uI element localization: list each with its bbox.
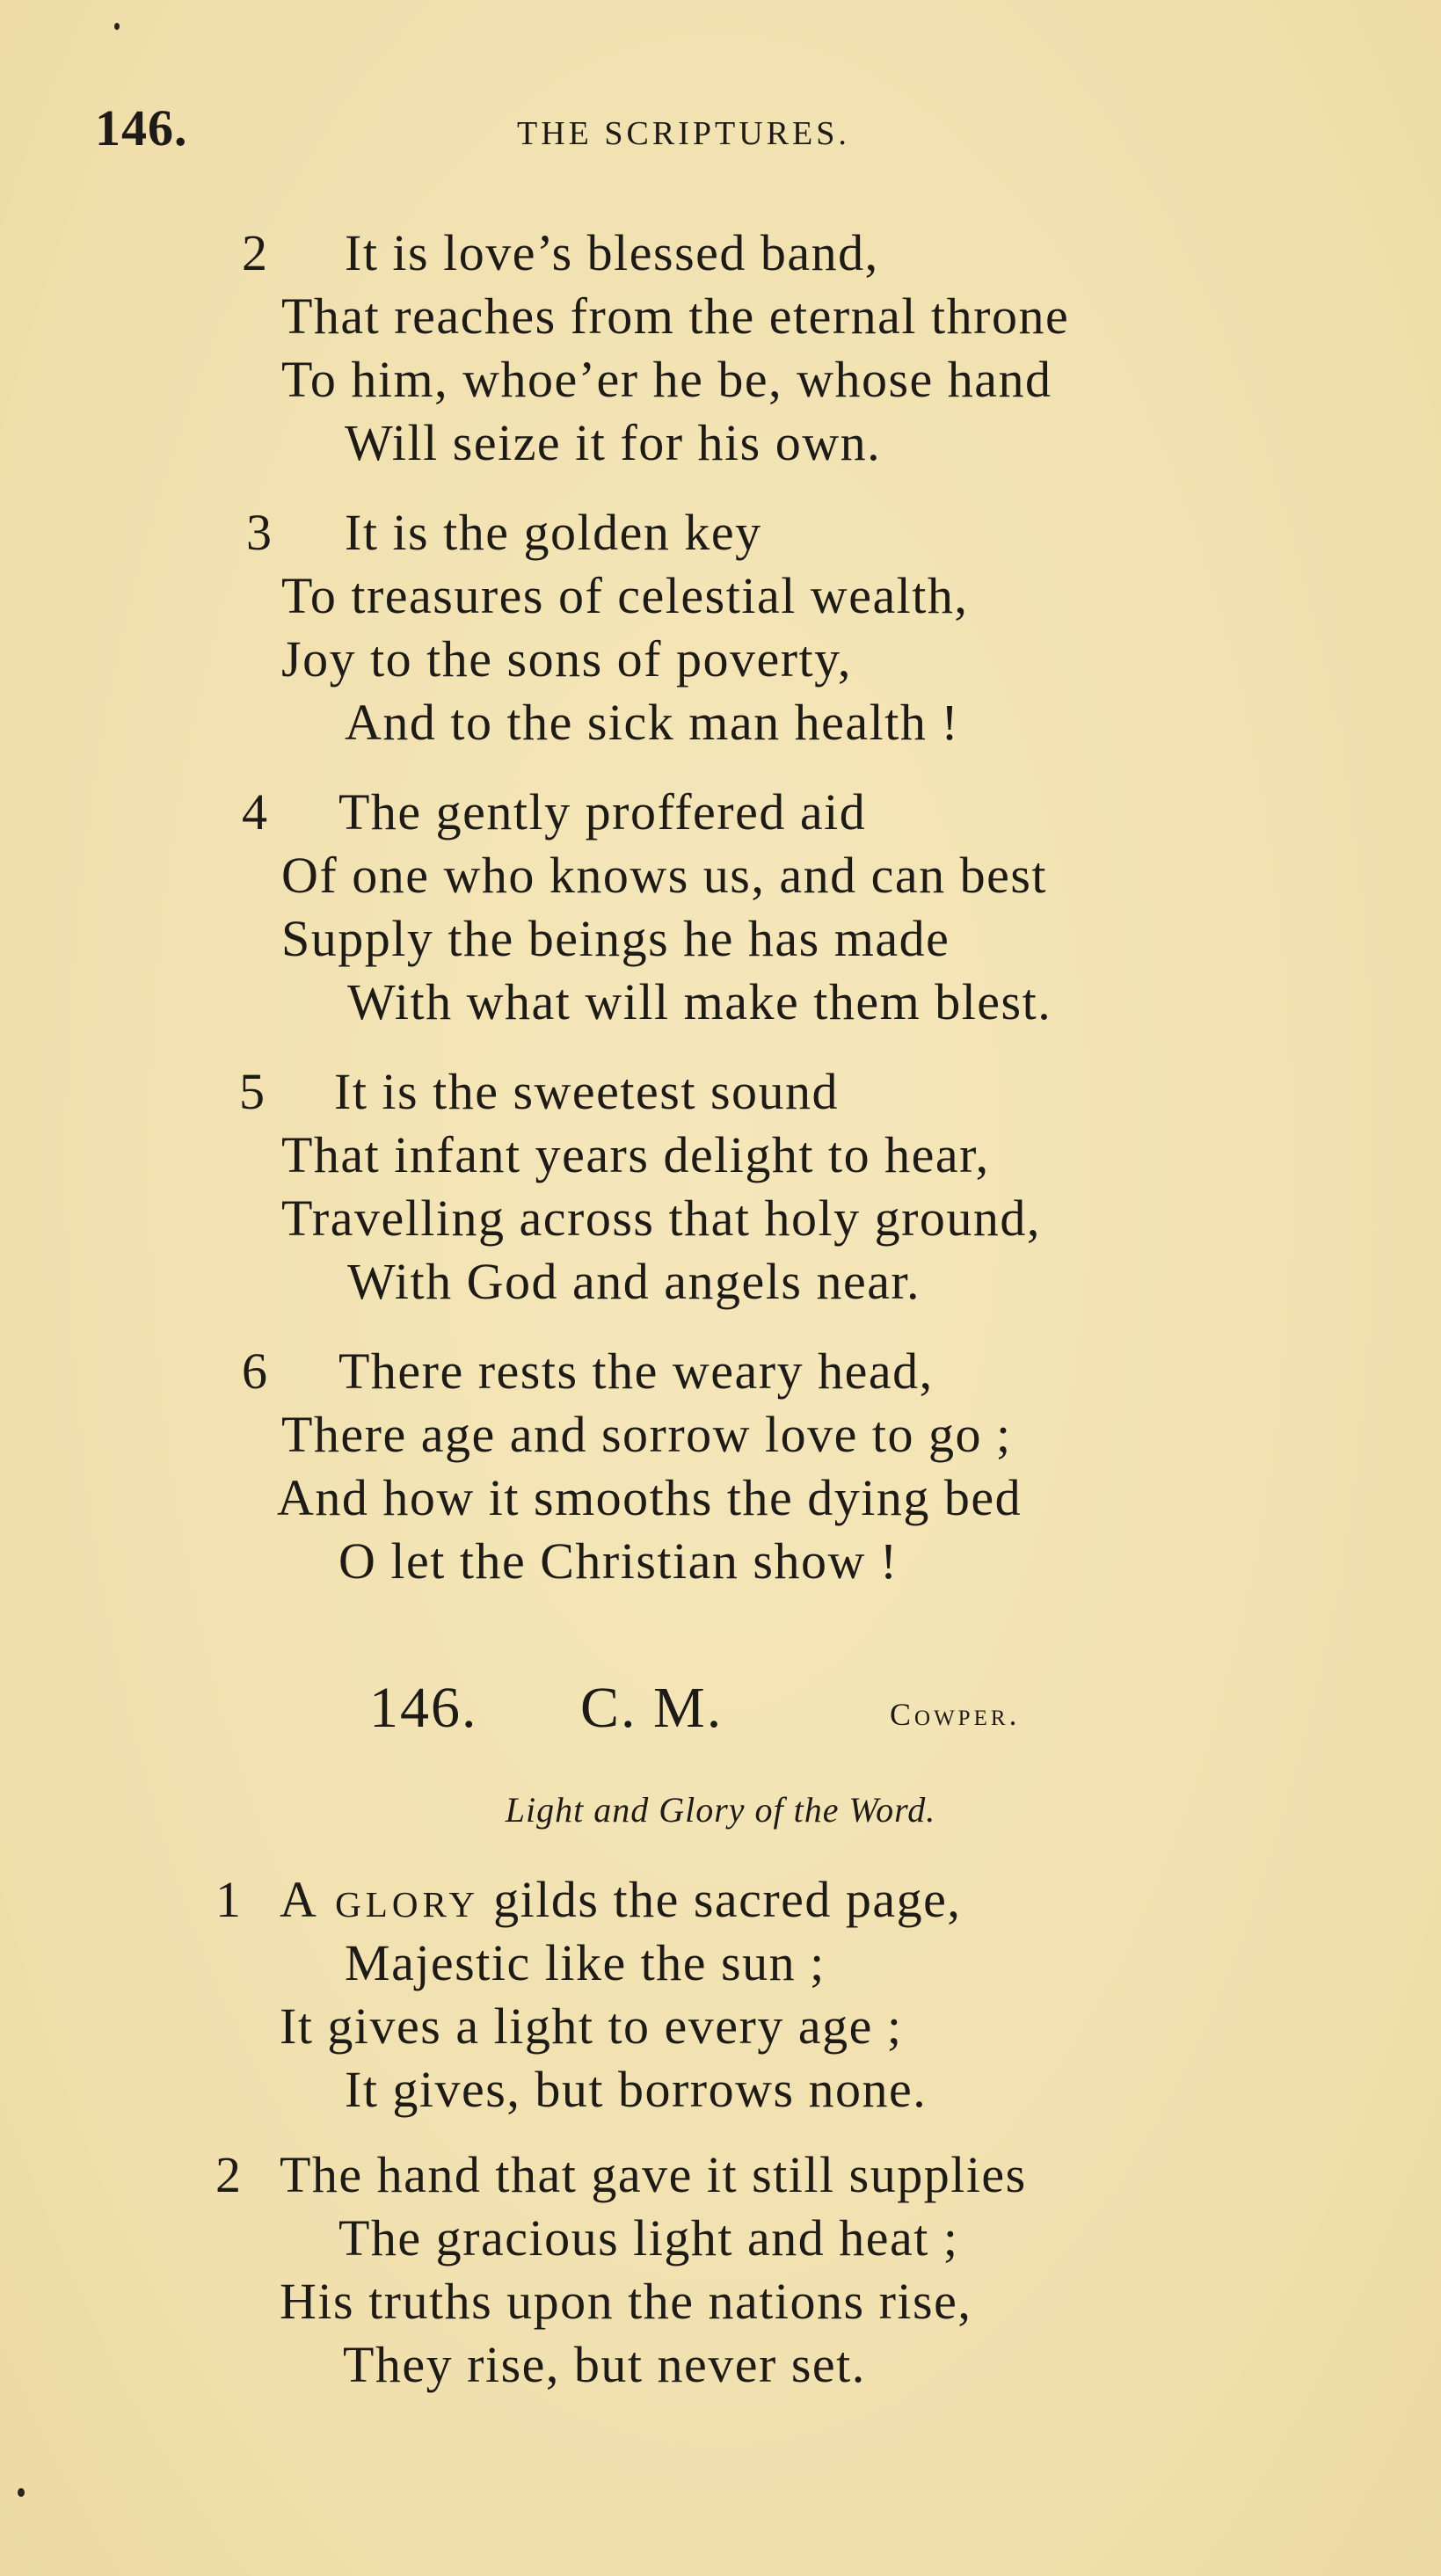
stanza-number: 1 (215, 1871, 243, 1928)
verse-text: That infant years delight to hear, (281, 1126, 990, 1183)
hymn-author: Cowper. (890, 1697, 1021, 1732)
stanza-number: 2 (215, 2146, 243, 2203)
opening-word: A glory (280, 1871, 480, 1928)
verse-line (0, 1995, 1441, 2058)
continued-hymn (0, 222, 1441, 1619)
verse-line (0, 564, 1441, 628)
stanza-5 (0, 1060, 1441, 1340)
verse-line (0, 1124, 1441, 1187)
verse-text: There age and sorrow love to go ; (281, 1406, 1012, 1463)
verse-text: And how it smooths the dying bed (277, 1469, 1023, 1526)
verse-line (0, 1060, 1441, 1124)
stanza-number: 4 (242, 783, 269, 840)
verse-text: Joy to the sons of poverty, (281, 630, 852, 688)
verse-text: The hand that gave it still supplies (280, 2146, 1027, 2203)
verse-line (0, 971, 1441, 1034)
verse-text: The gracious light and heat ; (338, 2209, 959, 2267)
verse-text: With God and angels near. (347, 1253, 921, 1310)
verse-text: It is the sweetest sound (334, 1063, 840, 1120)
stanza-3 (0, 501, 1441, 781)
verse-text: His truths upon the nations rise, (280, 2273, 972, 2330)
verse-text: To treasures of celestial wealth, (281, 567, 969, 624)
verse-line (0, 1932, 1441, 1995)
hymn-meter: C. M. (580, 1676, 724, 1740)
verse-text (280, 1868, 961, 1932)
verse-text: That reaches from the eternal throne (281, 287, 1070, 345)
stanza-number: 3 (246, 504, 273, 561)
running-title: THE SCRIPTURES. (517, 115, 850, 152)
verse-text: There rests the weary head, (338, 1343, 934, 1400)
verse-line (0, 2143, 1441, 2207)
verse-text: Will seize it for his own. (345, 414, 882, 471)
stanza-6 (0, 1340, 1441, 1619)
verse-line (0, 1868, 1441, 1932)
verse-line (0, 2333, 1441, 2397)
verse-line (0, 1403, 1441, 1466)
ink-speck (18, 2488, 25, 2497)
verse-text-rest: gilds the sacred page, (493, 1871, 962, 1928)
verse-text: O let the Christian show ! (338, 1532, 899, 1590)
verse-line (0, 1530, 1441, 1593)
verse-line (0, 348, 1441, 411)
verse-text: It is the golden key (345, 504, 762, 561)
verse-line (0, 628, 1441, 691)
verse-text: With what will make them blest. (347, 973, 1052, 1030)
verse-line (0, 222, 1441, 285)
hymn-stanza-1 (0, 1868, 1441, 2143)
verse-text: Majestic like the sun ; (345, 1934, 826, 1991)
verse-text: It is love’s blessed band, (345, 224, 879, 281)
stanza-4 (0, 781, 1441, 1060)
running-head (95, 98, 1361, 160)
stanza-2 (0, 222, 1441, 501)
verse-line (0, 691, 1441, 754)
verse-text: Travelling across that holy ground, (281, 1190, 1041, 1247)
hymn-heading (369, 1675, 1161, 1745)
verse-text: The gently proffered aid (338, 783, 867, 840)
stanza-number: 5 (239, 1063, 266, 1120)
verse-line (0, 2270, 1441, 2333)
ink-speck (114, 23, 120, 30)
verse-line (0, 781, 1441, 844)
verse-line (0, 501, 1441, 564)
verse-line (0, 907, 1441, 971)
verse-line (0, 1187, 1441, 1250)
verse-line (0, 844, 1441, 907)
stanza-number: 2 (242, 224, 269, 281)
verse-line (0, 1466, 1441, 1530)
verse-text: To him, whoe’er he be, whose hand (281, 351, 1052, 408)
hymn-subtitle: Light and Glory of the Word. (505, 1790, 936, 1830)
verse-line (0, 411, 1441, 475)
verse-line (0, 2058, 1441, 2121)
verse-text: It gives, but borrows none. (345, 2061, 928, 2118)
page-number: 146. (95, 99, 188, 156)
hymn-stanza-2 (0, 2143, 1441, 2419)
verse-text: Of one who knows us, and can best (281, 847, 1048, 904)
hymn-146 (0, 1868, 1441, 2419)
verse-line (0, 1250, 1441, 1313)
hymn-number: 146. (369, 1676, 478, 1740)
verse-text: Supply the beings he has made (281, 910, 950, 967)
verse-text: They rise, but never set. (343, 2336, 866, 2393)
verse-text: And to the sick man health ! (345, 694, 960, 751)
verse-line (0, 285, 1441, 348)
verse-text: It gives a light to every age ; (280, 1997, 903, 2055)
verse-line (0, 1340, 1441, 1403)
stanza-number: 6 (242, 1343, 269, 1400)
verse-line (0, 2207, 1441, 2270)
